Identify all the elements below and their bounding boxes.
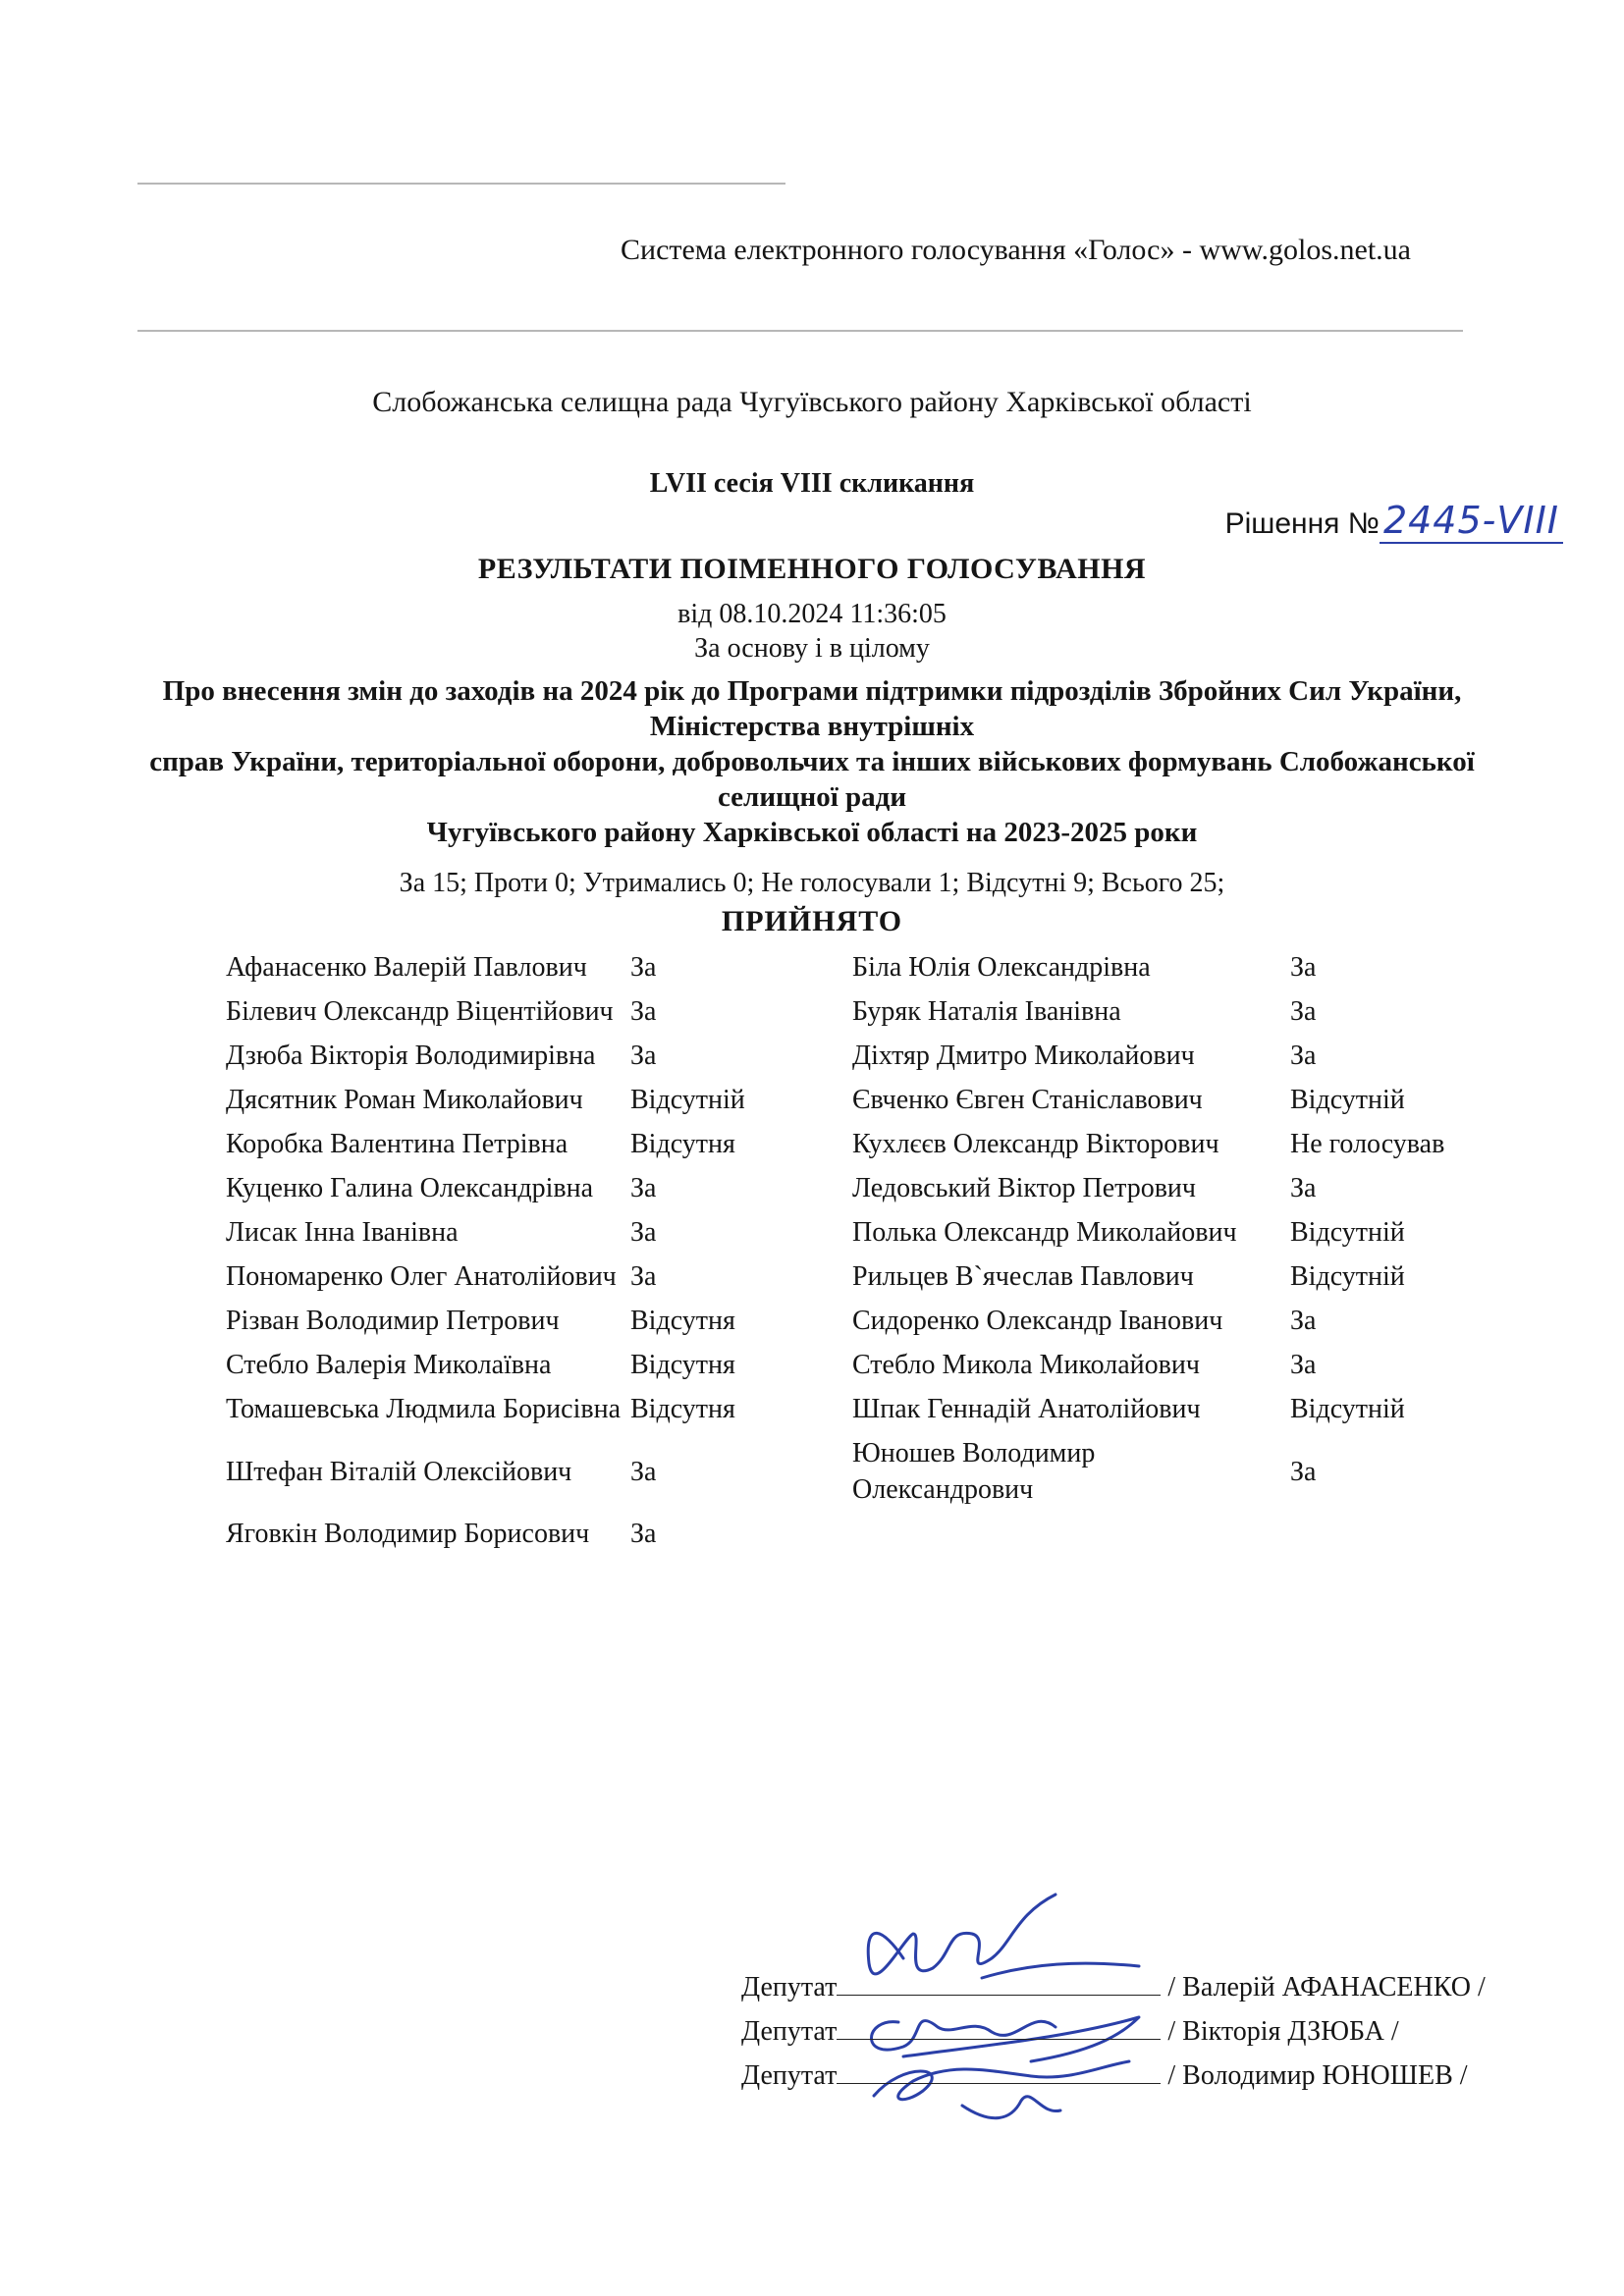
deputy-vote: За	[1290, 1041, 1317, 1071]
deputy-vote: Відсутній	[1290, 1394, 1405, 1424]
results-title: РЕЗУЛЬТАТИ ПОІМЕННОГО ГОЛОСУВАННЯ	[477, 553, 1147, 585]
subject-line: Чугуївського району Харківської області на 2023-2025 роки	[426, 817, 1198, 848]
deputy-vote	[1286, 1512, 1461, 1556]
deputy-vote: За	[1290, 1350, 1317, 1380]
deputy-vote: За	[630, 1261, 657, 1292]
table-row	[222, 1299, 1461, 1343]
deputy-name: Дясятник Роман Миколайович	[226, 1085, 583, 1115]
deputy-vote: Відсутня	[630, 1394, 735, 1424]
deputy-vote: Не голосував	[1290, 1129, 1445, 1159]
vote-basis: За основу і в цілому	[694, 633, 930, 664]
deputy-name: Буряк Наталія Іванівна	[852, 996, 1121, 1027]
signature-line-3	[741, 2059, 1468, 2092]
decision-label: Рішення №	[1224, 507, 1380, 540]
subject-line: справ України, територіальної оборони, добровольчих та інших військових формувань Слобожанської	[149, 746, 1475, 777]
table-row	[222, 1078, 1461, 1122]
signature-blank	[837, 2015, 1161, 2040]
deputy-name: Діхтяр Дмитро Миколайович	[852, 1041, 1195, 1071]
signature-line-2	[741, 2015, 1399, 2048]
table-row	[222, 1166, 1461, 1210]
signature-line-1	[741, 1971, 1486, 2003]
deputy-vote: За	[630, 1456, 657, 1487]
deputy-vote: Відсутній	[1290, 1261, 1405, 1292]
deputy-vote: Відсутній	[1290, 1085, 1405, 1115]
deputy-vote: За	[1290, 1456, 1317, 1487]
decision-handwritten-number: 2445-VIII	[1380, 499, 1563, 544]
signature-blank	[837, 2059, 1161, 2084]
signature-blank	[837, 1971, 1161, 1996]
deputy-name: Рильцев В`ячеслав Павлович	[852, 1261, 1194, 1292]
table-row	[222, 1122, 1461, 1166]
deputy-name: Афанасенко Валерій Павлович	[226, 952, 587, 983]
deputy-vote: За	[1290, 1173, 1317, 1203]
session-title: LVII сесія VIII скликання	[649, 468, 975, 499]
deputy-vote: Відсутня	[630, 1350, 735, 1380]
table-row	[222, 1343, 1461, 1387]
table-row	[222, 1431, 1461, 1512]
subject-line: Міністерства внутрішніх	[649, 711, 975, 742]
deputy-vote: Відсутній	[630, 1085, 745, 1115]
deputy-vote: За	[1290, 1306, 1317, 1336]
deputy-name: Стебло Валерія Миколаївна	[226, 1350, 552, 1380]
deputy-vote: За	[630, 996, 657, 1027]
signature-role: Депутат	[741, 2060, 838, 2091]
deputy-vote: Відсутня	[630, 1306, 735, 1336]
deputy-name: Кухлєєв Олександр Вікторович	[852, 1129, 1219, 1159]
table-row	[222, 1387, 1461, 1431]
deputy-name: Дзюба Вікторія Володимирівна	[226, 1041, 596, 1071]
deputy-name: Яговкін Володимир Борисович	[226, 1519, 590, 1549]
deputy-name: Різван Володимир Петрович	[226, 1306, 560, 1336]
signature-stroke-afanasenko	[868, 1895, 1056, 1974]
decision-status: ПРИЙНЯТО	[721, 905, 903, 937]
deputy-vote: За	[630, 952, 657, 983]
subject-line: Про внесення змін до заходів на 2024 рік до Програми підтримки підрозділів Збройних Сил України,	[162, 675, 1462, 707]
deputy-name: Сидоренко Олександр Іванович	[852, 1306, 1223, 1336]
signature-name: / Володимир ЮНОШЕВ /	[1167, 2060, 1468, 2091]
deputy-vote: За	[630, 1217, 657, 1248]
signature-name: / Валерій АФАНАСЕНКО /	[1167, 1972, 1486, 2002]
deputy-vote: Відсутня	[630, 1129, 735, 1159]
roll-call-table	[222, 945, 1461, 1556]
deputy-name: Штефан Віталій Олексійович	[226, 1456, 572, 1487]
deputy-name: Євченко Євген Станіславович	[852, 1085, 1203, 1115]
handwritten-signatures	[844, 1890, 1159, 2135]
top-rule	[137, 183, 785, 185]
deputy-name: Ледовський Віктор Петрович	[852, 1173, 1196, 1203]
deputy-name: Коробка Валентина Петрівна	[226, 1129, 568, 1159]
deputy-name: Шпак Геннадій Анатолійович	[852, 1394, 1201, 1424]
signature-stroke-yunoshev-tail	[962, 2097, 1060, 2118]
system-header: Система електронного голосування «Голос» - www.golos.net.ua	[621, 234, 1411, 266]
table-row	[222, 989, 1461, 1034]
table-row	[222, 1255, 1461, 1299]
deputy-name: Біла Юлія Олександрівна	[852, 952, 1151, 983]
deputy-name: Пономаренко Олег Анатолійович	[226, 1261, 617, 1292]
table-row	[222, 1034, 1461, 1078]
deputy-name: Куценко Галина Олександрівна	[226, 1173, 594, 1203]
vote-totals: За 15; Проти 0; Утримались 0; Не голосували 1; Відсутні 9; Всього 25;	[399, 868, 1225, 898]
council-name: Слобожанська селищна рада Чугуївського району Харківської області	[372, 386, 1252, 418]
header-rule	[137, 330, 1463, 332]
deputy-name: Томашевська Людмила Борисівна	[226, 1394, 622, 1424]
deputy-vote: За	[630, 1041, 657, 1071]
deputy-vote: За	[630, 1173, 657, 1203]
deputy-vote: За	[630, 1519, 657, 1549]
signature-role: Депутат	[741, 1972, 838, 2002]
signature-role: Депутат	[741, 2016, 838, 2047]
deputy-vote: За	[1290, 996, 1317, 1027]
vote-date: від 08.10.2024 11:36:05	[677, 599, 947, 629]
decision-number	[1225, 499, 1563, 542]
decision-subject	[39, 673, 1585, 850]
deputy-name: Юношев Володимир Олександрович	[852, 1438, 1096, 1505]
subject-line: селищної ради	[717, 781, 907, 813]
deputy-name: Лисак Інна Іванівна	[226, 1217, 459, 1248]
deputy-name	[833, 1512, 1286, 1556]
deputy-name: Стебло Микола Миколайович	[852, 1350, 1200, 1380]
signature-name: / Вікторія ДЗЮБА /	[1167, 2016, 1399, 2047]
table-row	[222, 1512, 1461, 1556]
table-row	[222, 945, 1461, 989]
deputy-vote: Відсутній	[1290, 1217, 1405, 1248]
deputy-name: Білевич Олександр Віцентійович	[226, 996, 614, 1027]
deputy-name: Полька Олександр Миколайович	[852, 1217, 1237, 1248]
deputy-vote: За	[1290, 952, 1317, 983]
table-row	[222, 1210, 1461, 1255]
